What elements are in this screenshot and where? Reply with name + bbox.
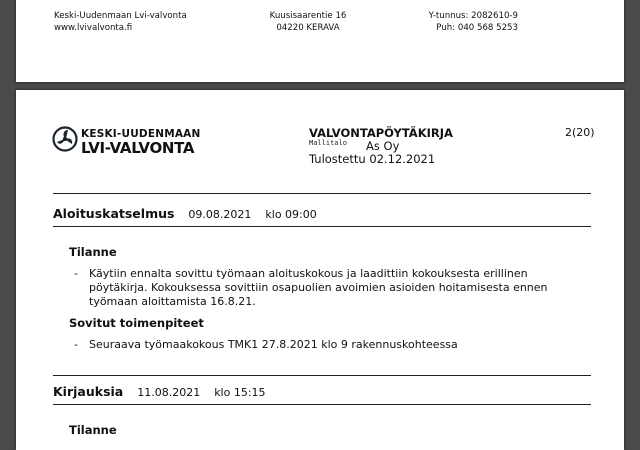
footer-website: www.lvivalvonta.fi [54, 23, 133, 33]
footer-company-block [54, 10, 187, 34]
list-item [74, 338, 594, 354]
footer-company: Keski-Uudenmaan Lvi-valvonta [54, 11, 187, 21]
section-name: Kirjauksia [53, 384, 124, 399]
logo-line1: KESKI-UUDENMAAN [81, 128, 201, 140]
current-page [16, 90, 624, 450]
property-type: Mallitalo [309, 139, 347, 147]
divider [53, 226, 591, 227]
logo-line2: LVI-VALVONTA [81, 139, 195, 157]
previous-page [16, 0, 624, 82]
section-header [53, 384, 266, 399]
section-header [53, 206, 317, 221]
page-number: 2(20) [565, 126, 595, 139]
company-logo [52, 126, 232, 160]
bullet-dash: - [74, 338, 78, 351]
footer-business-id: Y-tunnus: 2082610-9 [428, 11, 518, 21]
section-date: 11.08.2021 [137, 386, 201, 399]
section-time: klo 15:15 [214, 386, 266, 399]
action-text: Seuraava työmaakokous TMK1 27.8.2021 klo 9 rakennuskohteessa [89, 338, 458, 351]
list-item [74, 267, 594, 311]
print-date: Tulostettu 02.12.2021 [309, 152, 436, 166]
footer-phone: Puh: 040 568 5253 [436, 23, 518, 33]
section-time: klo 09:00 [265, 208, 317, 221]
footer-street: Kuusisaarentie 16 [269, 11, 347, 21]
status-text: Käytiin ennalta sovittu työmaan aloituskokous ja laadittiin kokouksesta erillinen pöytäkirja. Kokouksessa sovittiin osapuolien avoimien asioiden hoitamisesta ennen työmaan aloittamista 16.8.21. [89, 267, 548, 308]
status-heading: Tilanne [69, 423, 117, 437]
section-name: Aloituskatselmus [53, 206, 175, 221]
divider [53, 375, 591, 376]
section-date: 09.08.2021 [188, 208, 252, 221]
divider [53, 193, 591, 194]
footer-postal: 04220 KERAVA [276, 23, 340, 33]
divider [53, 404, 591, 405]
footer-contact-block [396, 10, 518, 34]
document-title: VALVONTAPÖYTÄKIRJA [309, 126, 453, 140]
bullet-dash: - [74, 267, 78, 280]
fan-logo-icon [52, 126, 78, 152]
footer-address-block [248, 10, 368, 34]
status-heading: Tilanne [69, 245, 117, 259]
actions-heading: Sovitut toimenpiteet [69, 316, 204, 330]
property-name: As Oy [366, 139, 400, 153]
